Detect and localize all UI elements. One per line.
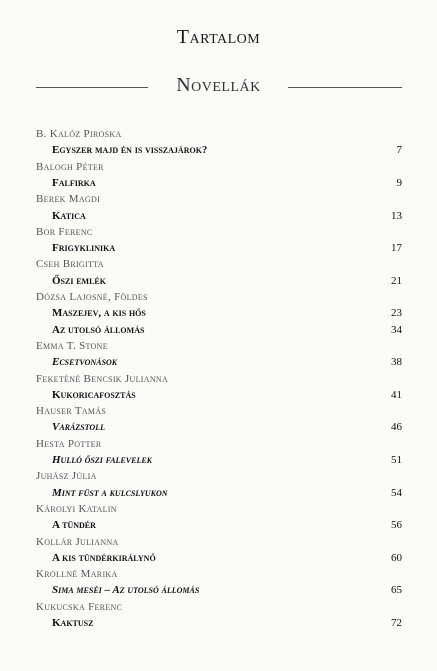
toc-work-title[interactable]: Mint füst a kulcslyukon	[52, 486, 168, 499]
toc-work-title[interactable]: Az utolsó állomás	[52, 323, 145, 336]
toc-work-title[interactable]: Varázstoll	[52, 421, 105, 434]
toc-page-number: 21	[391, 274, 402, 287]
toc-page-number: 17	[391, 242, 402, 255]
toc-author: Balogh Péter	[36, 160, 104, 173]
section-rule-right	[288, 87, 402, 88]
toc-page-number: 46	[391, 421, 402, 434]
section-header	[0, 74, 437, 100]
toc-work-title[interactable]: Sima meséi – Az utolsó állomás	[52, 584, 200, 597]
toc-author: Bor Ferenc	[36, 225, 93, 238]
toc-author: Kukucska Ferenc	[36, 600, 123, 613]
toc-page-number: 51	[391, 454, 402, 466]
toc-work-title[interactable]: Kukoricafosztás	[52, 388, 136, 401]
toc-page-number: 7	[396, 144, 402, 157]
toc-author: Károlyi Katalin	[36, 502, 117, 515]
toc-author: Juhász Júlia	[36, 470, 97, 483]
toc-work-title[interactable]: A tündér	[52, 519, 96, 532]
toc-page-number: 56	[391, 519, 402, 532]
page-title: Tartalom	[176, 26, 261, 48]
toc-author: Feketéné Bencsik Julianna	[36, 372, 169, 385]
toc-work-title[interactable]: A kis tündérkirálynő	[52, 551, 156, 564]
toc-work-title[interactable]: Ecsetvonások	[52, 356, 118, 369]
toc-page-number: 23	[391, 307, 402, 320]
toc-page-number: 9	[396, 176, 402, 189]
toc-work-title[interactable]: Egyszer majd én is visszajárok?	[52, 144, 208, 157]
toc-work-title[interactable]: Hulló őszi falevelek	[52, 454, 153, 466]
toc-author: Hauser Tamás	[36, 405, 107, 418]
toc-page-number: 60	[391, 551, 402, 564]
toc-work-title[interactable]: Katica	[52, 209, 86, 222]
toc-page-number: 38	[391, 356, 402, 369]
toc-work-title[interactable]: Maszejev, a kis hős	[52, 307, 146, 320]
toc-page-number: 54	[391, 486, 402, 499]
toc-page-number: 34	[391, 323, 402, 336]
toc-work-title[interactable]: Kaktusz	[52, 617, 94, 629]
toc-work-title[interactable]: Falfirka	[52, 176, 96, 189]
toc-page-number: 65	[391, 584, 402, 597]
toc-page-number: 41	[391, 388, 402, 401]
toc-author: Berek Magdi	[36, 193, 101, 206]
toc-author: Emma T. Stone	[36, 339, 108, 352]
toc-author: Kollár Julianna	[36, 535, 119, 548]
toc-work-title[interactable]: Frigyklinika	[52, 242, 116, 255]
toc-author: Dózsa Lajosné, Földes	[36, 291, 148, 303]
toc-author: Hesta Potter	[36, 437, 102, 450]
section-title: Novellák	[176, 74, 261, 96]
toc-author: Krollné Marika	[36, 568, 118, 581]
toc-work-title[interactable]: Őszi emlék	[52, 274, 106, 287]
toc-page-number: 72	[391, 617, 402, 629]
toc-author: Cseh Brigitta	[36, 258, 104, 271]
toc-page-number: 13	[391, 209, 402, 222]
toc-author: B. Kalóz Piroska	[36, 128, 122, 140]
